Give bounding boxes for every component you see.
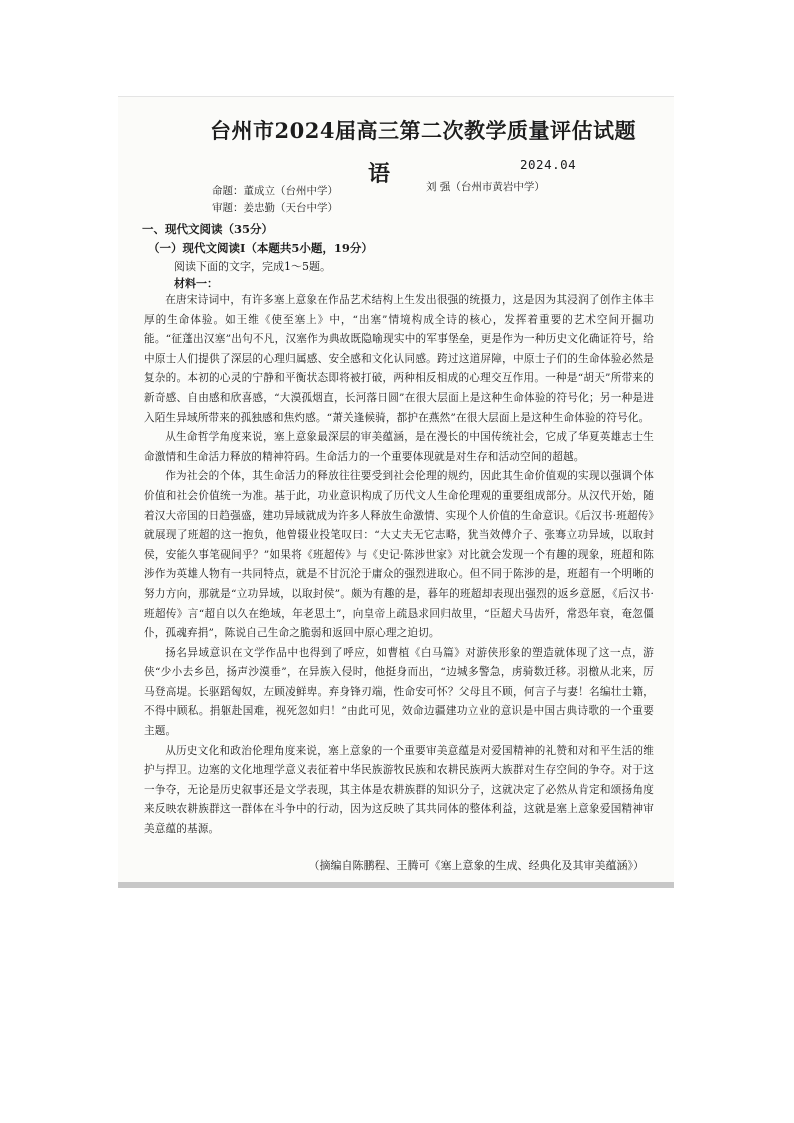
material-label: 材料一： <box>174 277 218 290</box>
scan-edge-divider <box>118 882 674 888</box>
question-setter-second: 刘 强（台州市黄岩中学） <box>426 181 545 193</box>
question-setter: 命题：董成立（台州中学） <box>212 185 338 197</box>
passage-paragraph: 在唐宋诗词中，有许多塞上意象在作品艺术结构上生发出很强的统摄力，这是因为其浸润了创作主体丰厚的生命体验。如王维《使至塞上》中，“出塞”情境构成全诗的核心，发挥着重要的艺术空间开掘功能。“征蓬出汉塞”出句不凡，汉塞作为典故既隐喻现实中的军事堡垒，更是作为一种历史文化确证符号，给中原士人们提供了深层的心理归属感、安全感和文化认同感。跨过这道屏障，中原士子们的生命体验必然是复杂的。本初的心灵的宁静和平衡状态即将被打破，两种相反相成的心理交互作用。一种是“胡天”所带来的新奇感、自由感和欣喜感，“大漠孤烟直，长河落日圆”在很大层面上是这种生命体验的符号化；另一种是进入陌生异域所带来的孤独感和焦灼感。“萧关逢候骑，都护在燕然”在很大层面上是这种生命体验的符号化。 <box>144 294 654 424</box>
reading-instruction: 阅读下面的文字，完成1～5题。 <box>174 260 331 273</box>
passage-body <box>144 291 654 840</box>
exam-page <box>118 96 674 888</box>
passage-paragraph: 扬名异域意识在文学作品中也得到了呼应，如曹植《白马篇》对游侠形象的塑造就体现了这一点，游侠“少小去乡邑，扬声沙漠垂”，在异族入侵时，他挺身而出，“边城多警急，虏骑数迁移。羽檄从北来，厉马登高堤。长驱蹈匈奴，左顾凌鲜卑。弃身锋刃端，性命安可怀？父母且不顾，何言子与妻！名编壮士籍，不得中顾私。捐躯赴国难，视死忽如归！”由此可见，效命边疆建功立业的意识是中国古典诗歌的一个重要主题。 <box>144 646 654 738</box>
passage-paragraph: 从历史文化和政治伦理角度来说，塞上意象的一个重要审美意蕴是对爱国精神的礼赞和对和平生活的维护与捍卫。边塞的文化地理学意义表征着中华民族游牧民族和农耕民族两大族群对生存空间的争夺。对于这一争夺，无论是历史叙事还是文学表现，其主体是农耕族群的知识分子，这就决定了必然从肯定和颂扬角度来反映农耕族群这一群体在斗争中的行动，因为这反映了其共同体的整体利益，这就是塞上意象爱国精神审美意蕴的基源。 <box>144 744 654 836</box>
question-reviewer: 审题：姜忠勤（天台中学） <box>212 202 338 214</box>
passage-paragraph: 从生命哲学角度来说，塞上意象最深层的审美蕴涵，是在漫长的中国传统社会，它成了华夏英雄志士生命激情和生命活力释放的精神符码。生命活力的一个重要体现就是对生存和活动空间的超越。 <box>144 431 654 463</box>
section-heading: 一、现代文阅读（35分） <box>142 222 274 236</box>
exam-subject: 语 <box>368 161 391 187</box>
passage-source: （摘编自陈鹏程、王腾可《塞上意象的生成、经典化及其审美蕴涵》） <box>308 859 644 872</box>
exam-date: 2024.04 <box>520 157 577 172</box>
subsection-heading: （一）现代文阅读Ⅰ（本题共5小题，19分） <box>148 241 373 255</box>
exam-title: 台州市2024届高三第二次教学质量评估试题 <box>210 118 636 143</box>
passage-paragraph: 作为社会的个体，其生命活力的释放往往要受到社会伦理的规约，因此其生命价值观的实现以强调个体价值和社会价值统一为准。基于此，功业意识构成了历代文人生命伦理观的重要组成部分。从汉代开始，随着汉大帝国的日趋强盛，建功异域就成为许多人释放生命激情、实现个人价值的生命意识。《后汉书·班超传》就展现了班超的这一抱负，他曾辍业投笔叹曰：“大丈夫无它志略，犹当效傅介子、张骞立功异域，以取封侯，安能久事笔砚间乎？”如果将《班超传》与《史记·陈涉世家》对比就会发现一个有趣的现象，班超和陈涉作为英雄人物有一共同特点，就是不甘沉沦于庸众的强烈进取心。但不同于陈涉的是，班超有一个明晰的努力方向，那就是“立功异域，以取封侯”。颇为有趣的是，暮年的班超却表现出强烈的返乡意愿，《后汉书·班超传》言“超自以久在绝域，年老思土”，向皇帝上疏恳求回归故里，“臣超犬马齿歼，常恐年衰，奄忽僵仆，孤魂弃捐”，陈说自己生命之脆弱和返回中原心理之迫切。 <box>144 470 654 640</box>
